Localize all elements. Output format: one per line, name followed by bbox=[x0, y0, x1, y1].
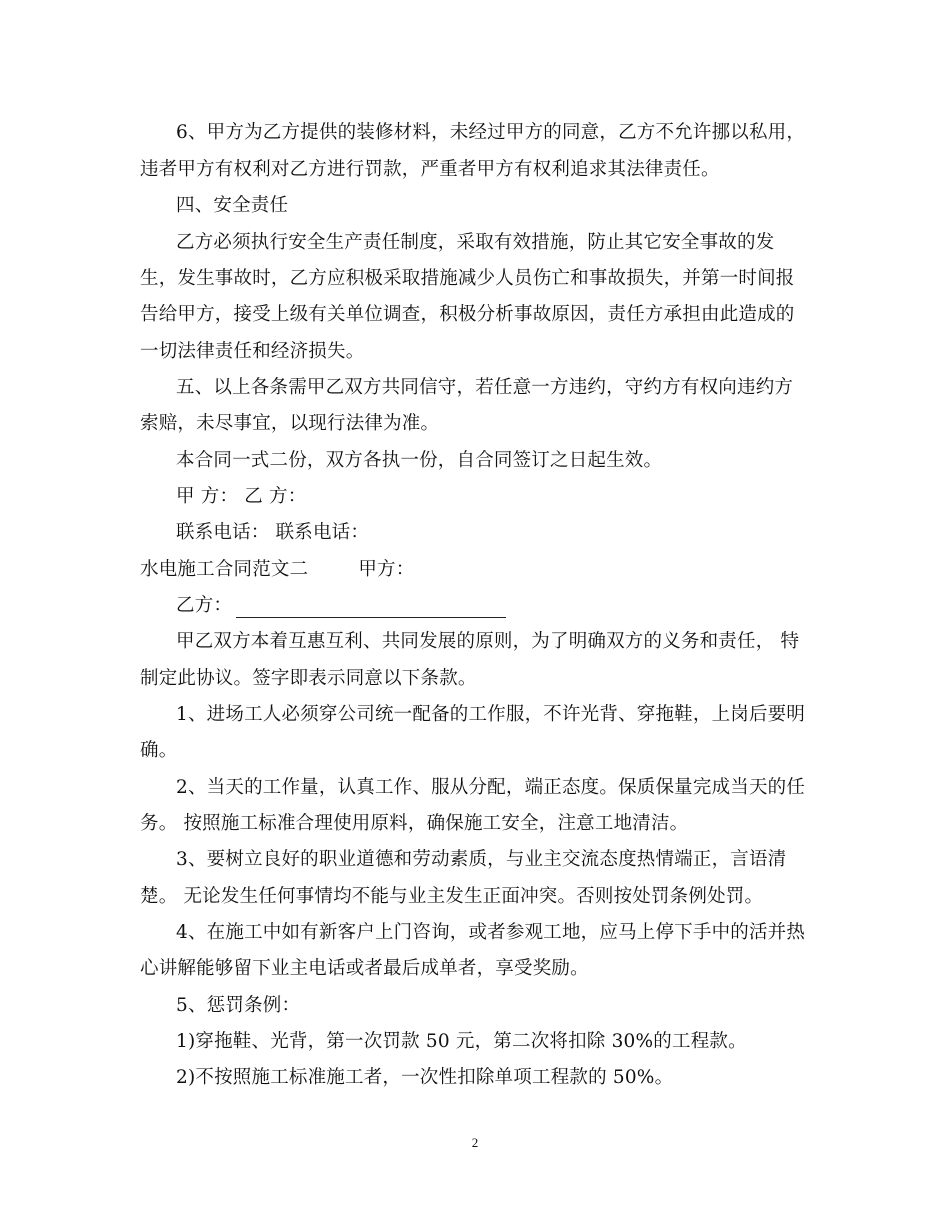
paragraph-line: 告给甲方，接受上级有关单位调查，积极分析事故原因，责任方承担由此造成的 bbox=[140, 304, 795, 325]
document-title-line bbox=[140, 558, 414, 582]
party-b-blank bbox=[236, 597, 506, 618]
paragraph-line: 楚。 无论发生任何事情均不能与业主发生正面冲突。否则按处罚条例处罚。 bbox=[140, 886, 764, 907]
paragraph-line: 制定此协议。签字即表示同意以下条款。 bbox=[140, 668, 477, 689]
paragraph-line: 本合同一式二份，双方各执一份，自合同签订之日起生效。 bbox=[176, 450, 663, 471]
page-number: 2 bbox=[471, 1135, 479, 1150]
paragraph-line: 4、在施工中如有新客户上门咨询，或者参观工地，应马上停下手中的活并热 bbox=[176, 922, 806, 943]
paragraph-line: 2)不按照施工标准施工者，一次性扣除单项工程款的 50%。 bbox=[176, 1067, 674, 1088]
paragraph-line: 确。 bbox=[140, 740, 178, 761]
paragraph-line: 务。 按照施工标准合理使用原料，确保施工安全，注意工地清洁。 bbox=[140, 813, 689, 834]
paragraph-line: 生，发生事故时，乙方应积极采取措施减少人员伤亡和事故损失，并第一时间报 bbox=[140, 268, 795, 289]
document-subtitle: 水电施工合同范文二 bbox=[140, 559, 309, 580]
paragraph-line: 索赔，未尽事宜，以现行法律为准。 bbox=[140, 413, 440, 434]
paragraph-line: 一切法律责任和经济损失。 bbox=[140, 341, 365, 362]
paragraph-line: 6、甲方为乙方提供的装修材料，未经过甲方的同意，乙方不允许挪以私用， bbox=[176, 122, 806, 143]
paragraph-line: 1、进场工人必须穿公司统一配备的工作服，不许光背、穿拖鞋，上岗后要明 bbox=[176, 704, 806, 725]
party-b-line bbox=[176, 594, 506, 618]
party-a-label: 甲方： bbox=[358, 559, 415, 580]
paragraph-line: 乙方必须执行安全生产责任制度，采取有效措施，防止其它安全事故的发 bbox=[176, 232, 775, 253]
paragraph-line: 五、以上各条需甲乙双方共同信守，若任意一方违约，守约方有权向违约方 bbox=[176, 377, 794, 398]
signature-parties: 甲 方： 乙 方： bbox=[176, 486, 307, 507]
section-heading: 四、安全责任 bbox=[176, 195, 289, 216]
paragraph-line: 2、当天的工作量，认真工作、服从分配，端正态度。保质保量完成当天的任 bbox=[176, 777, 806, 798]
paragraph-line: 心讲解能够留下业主电话或者最后成单者，享受奖励。 bbox=[140, 958, 589, 979]
paragraph-line: 1)穿拖鞋、光背，第一次罚款 50 元，第二次将扣除 30%的工程款。 bbox=[176, 1031, 747, 1052]
party-b-label: 乙方： bbox=[176, 595, 233, 616]
contact-phones: 联系电话： 联系电话： bbox=[176, 522, 370, 543]
paragraph-line: 违者甲方有权利对乙方进行罚款，严重者甲方有权利追求其法律责任。 bbox=[140, 159, 720, 180]
paragraph-line: 甲乙双方本着互惠互利、共同发展的原则，为了明确双方的义务和责任， 特 bbox=[176, 631, 800, 652]
paragraph-line: 5、惩罚条例： bbox=[176, 995, 301, 1016]
paragraph-line: 3、要树立良好的职业道德和劳动素质，与业主交流态度热情端正，言语清 bbox=[176, 849, 787, 870]
